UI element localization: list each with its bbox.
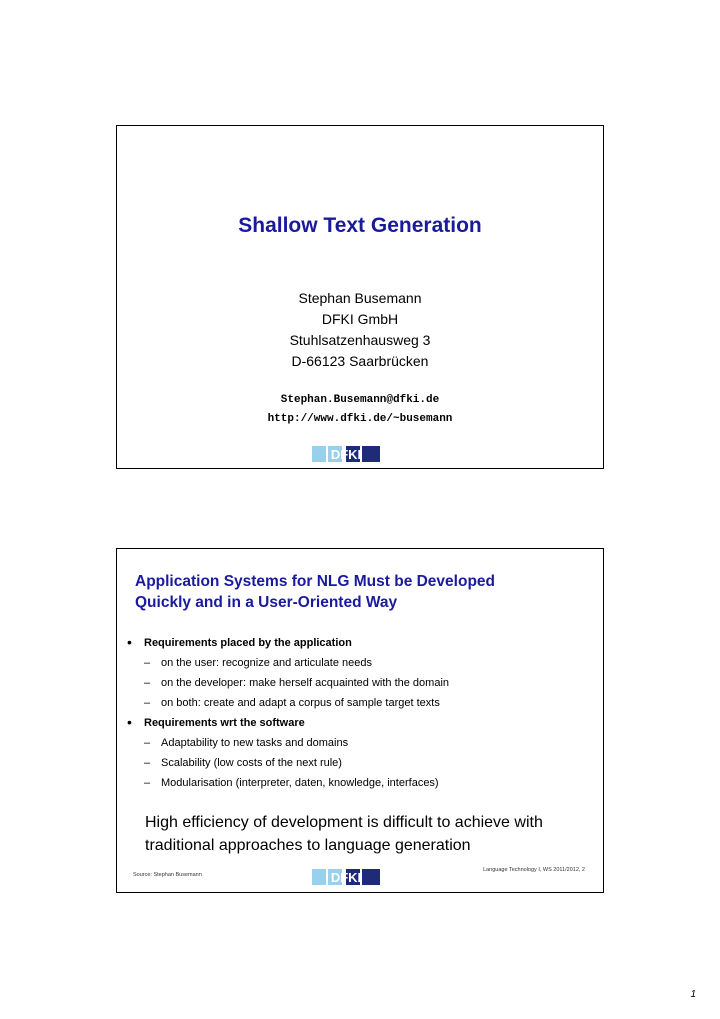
dash-icon: – [144, 697, 151, 709]
bullet-list [127, 633, 591, 793]
author-organization: DFKI GmbH [321, 311, 399, 327]
sub-list-container [127, 733, 591, 793]
sub-list [144, 733, 591, 793]
sub-item-text: on the developer: make herself acquainted with the domain [161, 677, 450, 689]
contact-block [117, 391, 603, 429]
slide-title: Shallow Text Generation [238, 214, 482, 237]
bullet-item [127, 713, 591, 733]
author-street: Stuhlsatzenhausweg 3 [289, 332, 431, 348]
dash-icon: – [144, 757, 151, 769]
dash-icon: – [144, 777, 151, 789]
sub-item [144, 693, 591, 713]
logo-text: DFKI [330, 870, 362, 885]
dash-icon: – [144, 677, 151, 689]
sub-item-text: Modularisation (interpreter, daten, knowledge, interfaces) [161, 777, 439, 789]
slide-title [135, 571, 585, 613]
homepage-link[interactable]: http://www.dfki.de/~busemann [267, 413, 453, 425]
author-city: D-66123 Saarbrücken [291, 353, 429, 369]
email-link[interactable]: Stephan.Busemann@dfki.de [280, 394, 440, 406]
dfki-logo [308, 867, 384, 887]
sub-list [144, 653, 591, 713]
conclusion-line: traditional approaches to language generation [145, 837, 471, 854]
title-slide [116, 125, 604, 469]
bullet-icon: • [127, 634, 132, 650]
sub-item [144, 753, 591, 773]
content-slide [116, 548, 604, 893]
conclusion-line: High efficiency of development is difficult to achieve with [145, 814, 543, 831]
sub-item [144, 653, 591, 673]
sub-item-text: Scalability (low costs of the next rule) [161, 757, 342, 769]
logo-text: DFKI [330, 447, 362, 462]
bullet-label: Requirements wrt the software [144, 717, 305, 729]
dash-icon: – [144, 737, 151, 749]
bullet-item [127, 633, 591, 653]
footer-source: Source: Stephan Busemann [133, 872, 202, 878]
sub-list-container [127, 653, 591, 713]
conclusion-text [145, 811, 585, 857]
sub-item-text: on both: create and adapt a corpus of sample target texts [161, 697, 440, 709]
sub-item [144, 673, 591, 693]
footer-course: Language Technology I, WS 2011/2012, 2 [483, 867, 585, 873]
sub-item-text: Adaptability to new tasks and domains [161, 737, 349, 749]
dfki-logo [308, 444, 384, 464]
sub-item [144, 733, 591, 753]
title-line: Quickly and in a User-Oriented Way [135, 594, 398, 611]
author-name: Stephan Busemann [298, 290, 422, 306]
bullet-label: Requirements placed by the application [144, 637, 352, 649]
sub-item [144, 773, 591, 793]
title-line: Application Systems for NLG Must be Developed [135, 573, 496, 590]
bullet-icon: • [127, 714, 132, 730]
author-block [117, 288, 603, 372]
sub-item-text: on the user: recognize and articulate needs [161, 657, 372, 669]
dash-icon: – [144, 657, 151, 669]
page-number: 1 [690, 989, 696, 1000]
